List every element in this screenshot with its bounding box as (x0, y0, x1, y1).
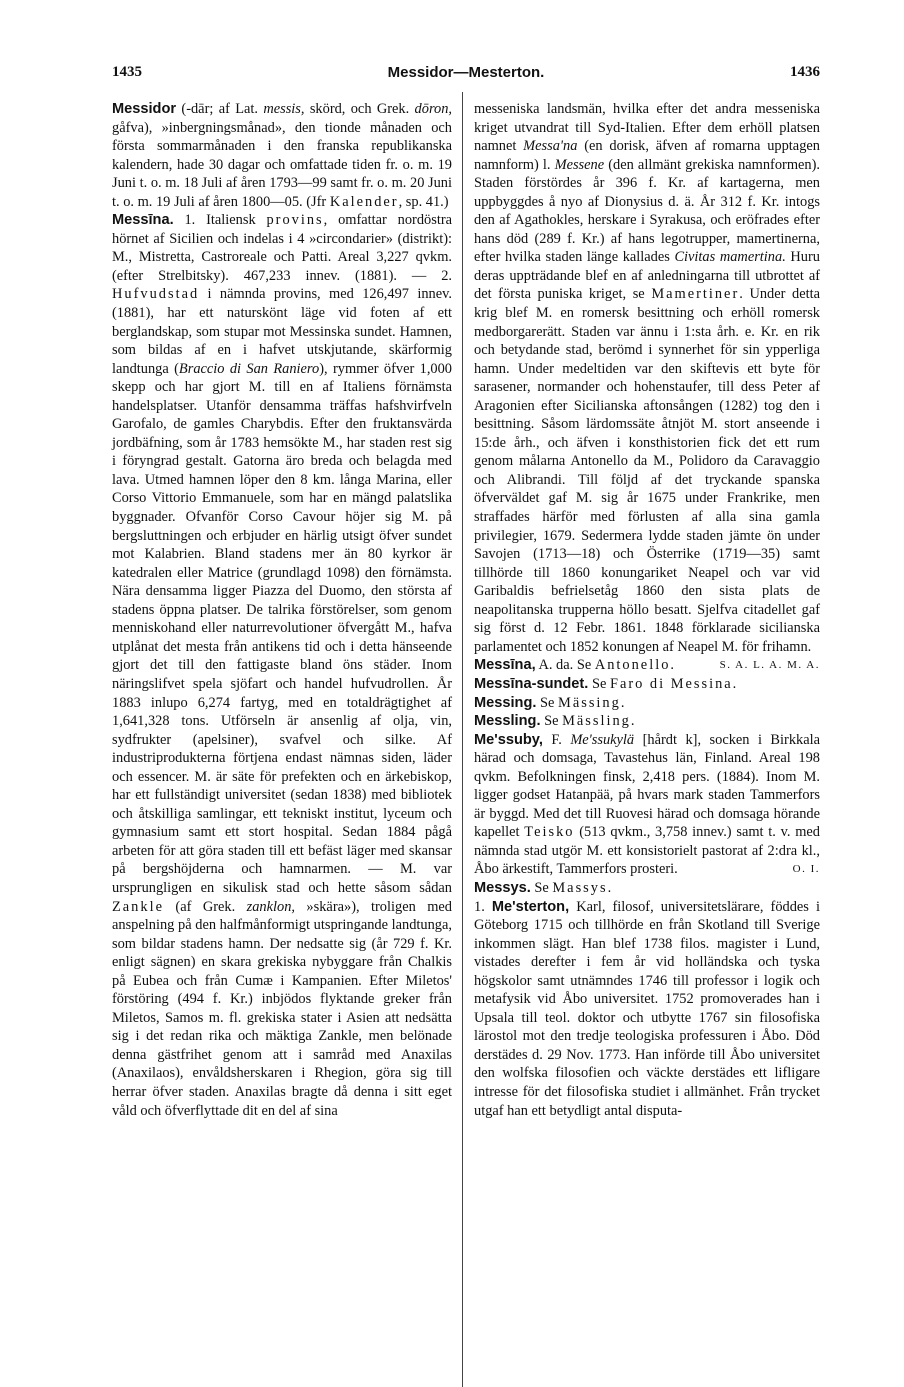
page-header (112, 64, 820, 86)
right-column (474, 100, 820, 1120)
entry-text: Huru deras uppträdande blef en af anledningarna till utbrottet af det första puniska kriget, se (474, 249, 820, 303)
entry-text: 1. Italiensk (173, 212, 267, 229)
entry-text: (en dorisk, äfven af romarna upptagen namnform) l. (474, 138, 820, 173)
entry-text: . (607, 879, 612, 896)
entry-text: (513 qvkm., 3,758 innev.) samt t. v. med nämnda stad utgör M. ett konsistorielt pastorat af 2:dra kl., Åbo ärkestift, Tammerfors prosteri. (474, 824, 820, 878)
entry-messina (112, 211, 452, 1120)
spaced-term: Hufvudstad (112, 286, 200, 303)
headword: Messīna. (112, 212, 174, 229)
headword: Messidor (112, 101, 177, 117)
author-signature: O. I. (792, 863, 820, 876)
entry-italic: messis, (263, 101, 305, 117)
entry-italic: Messa'na (523, 138, 578, 155)
left-column (112, 100, 452, 1120)
entry-text: Se (588, 675, 610, 692)
entry-mesterton (474, 898, 820, 1121)
cross-reference: Mässling (562, 713, 631, 730)
spaced-term: Zankle (112, 898, 164, 915)
entry-text: . (732, 675, 737, 692)
entry-text: gåfva), »inbergningsmånad», den tionde månaden och första sommarmånaden i den franska republikanska kalendern, hade 30 dagar och omfattade tiden fr. o. m. 19 Juni t. o. m. 18 Juli af åren 1793—99 samt fr. o. m. 20 Juni t. o. m. 19 Juli af åren 1800—05. (Jfr (112, 119, 452, 210)
cross-reference: Antonello (594, 657, 671, 674)
entry-italic: Civitas mamertina. (674, 249, 786, 266)
entry-text: . (630, 713, 635, 730)
entry-messing (474, 694, 820, 713)
entry-italic: dōron, (414, 101, 452, 117)
cross-reference: Mässing (558, 694, 621, 711)
entry-text: A. da. Se (535, 657, 595, 674)
running-head: Messidor—Mesterton. (387, 64, 545, 81)
cross-reference: Faro di Messina (609, 675, 733, 692)
entry-text: i nämnda provins, med 126,497 innev. (1881), har ett naturskönt läge vid foten af ett berglandskap, som stupar mot Messinska sundet. Hamnen, som bildas af en i hafvet utskjutande, skärformig landtunga ( (112, 286, 452, 377)
entry-text: . (670, 657, 674, 674)
entry-text: F. (542, 731, 571, 748)
entry-italic: Braccio di San Raniero (178, 360, 320, 377)
headword: Messīna, (474, 657, 536, 674)
column-divider (462, 92, 463, 1387)
author-signature: S. A. L. A. M. A. (719, 659, 820, 672)
entry-text: (af Grek. (163, 898, 247, 915)
headword: Messīna-sundet. (474, 675, 589, 692)
entry-text: (-dār; af Lat. (176, 101, 264, 117)
entry-text: ), rymmer öfver 1,000 skepp och har gjort M. till en af Italiens förnämsta handelsplatser. Utanför densamma träffas hafshvirfveln Garofalo, de gamles Charybdis. Efter den fruktansvärda jordbäfning, som år 1783 hemsökte M., har staden rest sig i föryngrad gestalt. Gatorna äro breda och belagda med lava. Utmed hamnen löper den 8 km. långa Marina, eller Corso Vittorio Emmanuele, som har en mängd palatslika byggnader. Ofvanför Corso Cavour höjer sig M. på bergsluttningen och erbjuder en härlig utsigt öfver sundet mot Kalabrien. Bland stadens mer än 80 kyrkor är katedralen eller Matrice (grundlagd 1098) den förnämsta. Nära densamma ligger Piazza del Duomo, den största af stadens öppna platser. De talrika förstörelser, som genom menniskohand eller naturrevolutioner öfvergått M., hafva utplånat det mesta från antikens tid och i detta hänseende gjort det till den fattigaste bland öns städer. Inom näringslifvet spela sjöfart och handel hufvudrollen. År 1883 inlupo 6,274 fartyg, med en totaldrägtighet af 1,641,328 tons. Utförseln är ansenlig af olja, vin, sydfrukter (apelsiner), svafvel och silke. Af industriprodukterna förtjena endast nämnas siden, läder och essencer. M. är säte för prefekten och en ärkebiskop, har ett fullständigt universitet (sedan 1838) med bibliotek och åtskilliga samlingar, ett tekniskt institut, lyceum och gymnasium samt ett stort hospital. Sedan 1884 pågå arbeten för att göra staden till ett befäst läger med skansar på bergshöjderna och hamnarmen. — M. var ursprungligen en sikulisk stad och hette såsom sådan (112, 360, 452, 896)
headword: Messling. (474, 713, 541, 730)
cross-reference: Massys (552, 879, 608, 896)
entry-italic: zanklon, (246, 898, 295, 915)
entry-italic: Me'ssukylä (570, 731, 635, 748)
entry-text: Se (530, 879, 553, 896)
page-number-right: 1436 (790, 64, 820, 80)
cross-reference: Mamertiner (651, 286, 740, 303)
entry-text: . (620, 694, 625, 711)
entry-messidor (112, 100, 452, 211)
entry-messina-sundet (474, 675, 820, 694)
entry-messuby (474, 731, 820, 879)
spaced-term: Teisko (524, 824, 575, 841)
entry-messling (474, 712, 820, 731)
entry-text: Se (540, 713, 563, 730)
entry-italic: Messene (554, 156, 605, 173)
headword: Messing. (474, 694, 537, 711)
headword: Me'sterton, (491, 898, 570, 915)
entry-text: . Under detta krig blef M. en romersk besittning och erhöll romersk medborgarerätt. Staden var ännu i 1:sta årh. e. Kr. en rik och betydande stad, berömd i synnerhet för sin ypperliga hamn. Under medeltiden var den skiftevis ett byte för sarasener, normander och hohenstaufer, till dess Peter af Aragonien efter Sicilianska aftonsången (1282) tog den i besittning. Såsom lärdomssäte åtnjöt M. stort anseende i 15:de årh., och äfven i konsthistorien fick det ett rum genom målarna Antonello da M., Polidoro da Caravaggio och Alibrandi. Till följd af det tryckande spanska öfverväldet gaf M. sig år 1675 under Frankrike, men straffades härför med förlusten af alla sina gamla privilegier, 1679. Sedermera lydde staden jämte ön under Savojen (1713—18) och Österrike (1719—35) samt tillhörde till 1860 konungariket Neapel och var vid Garibaldis befrielsetåg 1860 den sista plats de neapolitanska trupperna höllo besatt. Sjelfva citadellet gaf sig först d. 12 Febr. 1861. 1848 förklarade sicilianska parlamentet och 1852 konungen af Neapel M. för frihamn. (474, 286, 820, 655)
entry-text: Karl, filosof, universitetslärare, föddes i Göteborg 1715 och tillhörde en från Skotland till Sverige inkommen slägt. Han blef 1738 filos. magister i Lund, vistades derefter i fem år vid holländska och tyska högskolor samt utnämndes 1746 till professor i logik och metafysik vid Åbo universitet. 1752 promoverades han i Upsala till teol. doktor och utbytte 1767 sin filosofiska lärostol mot den tredje teologiska professuren i Åbo. Död derstädes d. 29 Nov. 1773. Han införde till Åbo universitet den wolfska filosofien och väckte derstädes ett lifligare intresse för det filosofiska studiet i allmänhet. Från trycket utgaf han ett betydligt antal disputa- (474, 898, 820, 1119)
entry-messys (474, 879, 820, 898)
entry-text: , sp. 41.) (398, 193, 449, 210)
headword: Me'ssuby, (474, 731, 543, 748)
entry-text: , omfattar nordöstra hörnet af Sicilien och indelas i 4 »circondarier» (distrikt): M., Mistretta, Castroreale och Patti. Areal 3,227 qvkm. (efter Strelbitsky). 467,233 innev. (1881). — 2. (112, 212, 453, 284)
entry-text: messeniska landsmän, hvilka efter det andra messeniska kriget utvandrat till Syd-Italien. Efter dem erhöll platsen namnet (474, 101, 820, 155)
entry-text: »skära»), troligen med anspelning på den halfmånformigt utspringande landtunga, som bildar stadens hamn. Der nedsatte sig (år 729 f. Kr. enligt sägnen) en skara grekiska nybyggare från Chalkis på Eubea och från Cumæ i Kampanien. Efter Miletos' förstöring (494 f. Kr.) inbjödos flyktande greker från Miletos, Samos m. fl. grekiska stater i Asien att nedsätta sig i det redan rika och mäktiga Zankle, men belönade denna gästfrihet genom att i samråd med Anaxilas (Anaxilaos), envåldsherskaren i Rhegion, göra sig till herrar öfver staden. Anaxilas bragte då denna i sitt eget våld och öfverflyttade dit en del af sina (112, 898, 452, 1119)
spaced-term: provins (266, 212, 324, 229)
entry-number: 1. (474, 898, 492, 915)
headword: Messys. (474, 879, 531, 896)
page-number-left: 1435 (112, 64, 142, 80)
cross-reference: Kalender (329, 193, 399, 210)
entry-text: skörd, och Grek. (304, 101, 415, 117)
entry-text: Se (536, 694, 559, 711)
entry-text: (den allmänt grekiska namnformen). Staden förstördes år 396 f. Kr. af kartagerna, men uppbyggdes å nyo af Dionysius d. ä. År 312 f. Kr. intogs den af Agathokles, herskare i Syrakusa, och eröfrades efter hans död (289 f. Kr.) af hans legotrupper, mamertinerna, efter hvilka staden länge kallades (474, 156, 820, 266)
entry-text: [hårdt k], socken i Birkkala härad och domsaga, Tavastehus län, Finland. Areal 198 qvkm. Befolkningen finsk, 2,418 pers. (1884). Inom M. ligger godset Hatanpää, på hvars mark staden Tammerfors är byggd. Med det till Ruovesi härad och domsaga hörande kapellet (474, 731, 820, 841)
